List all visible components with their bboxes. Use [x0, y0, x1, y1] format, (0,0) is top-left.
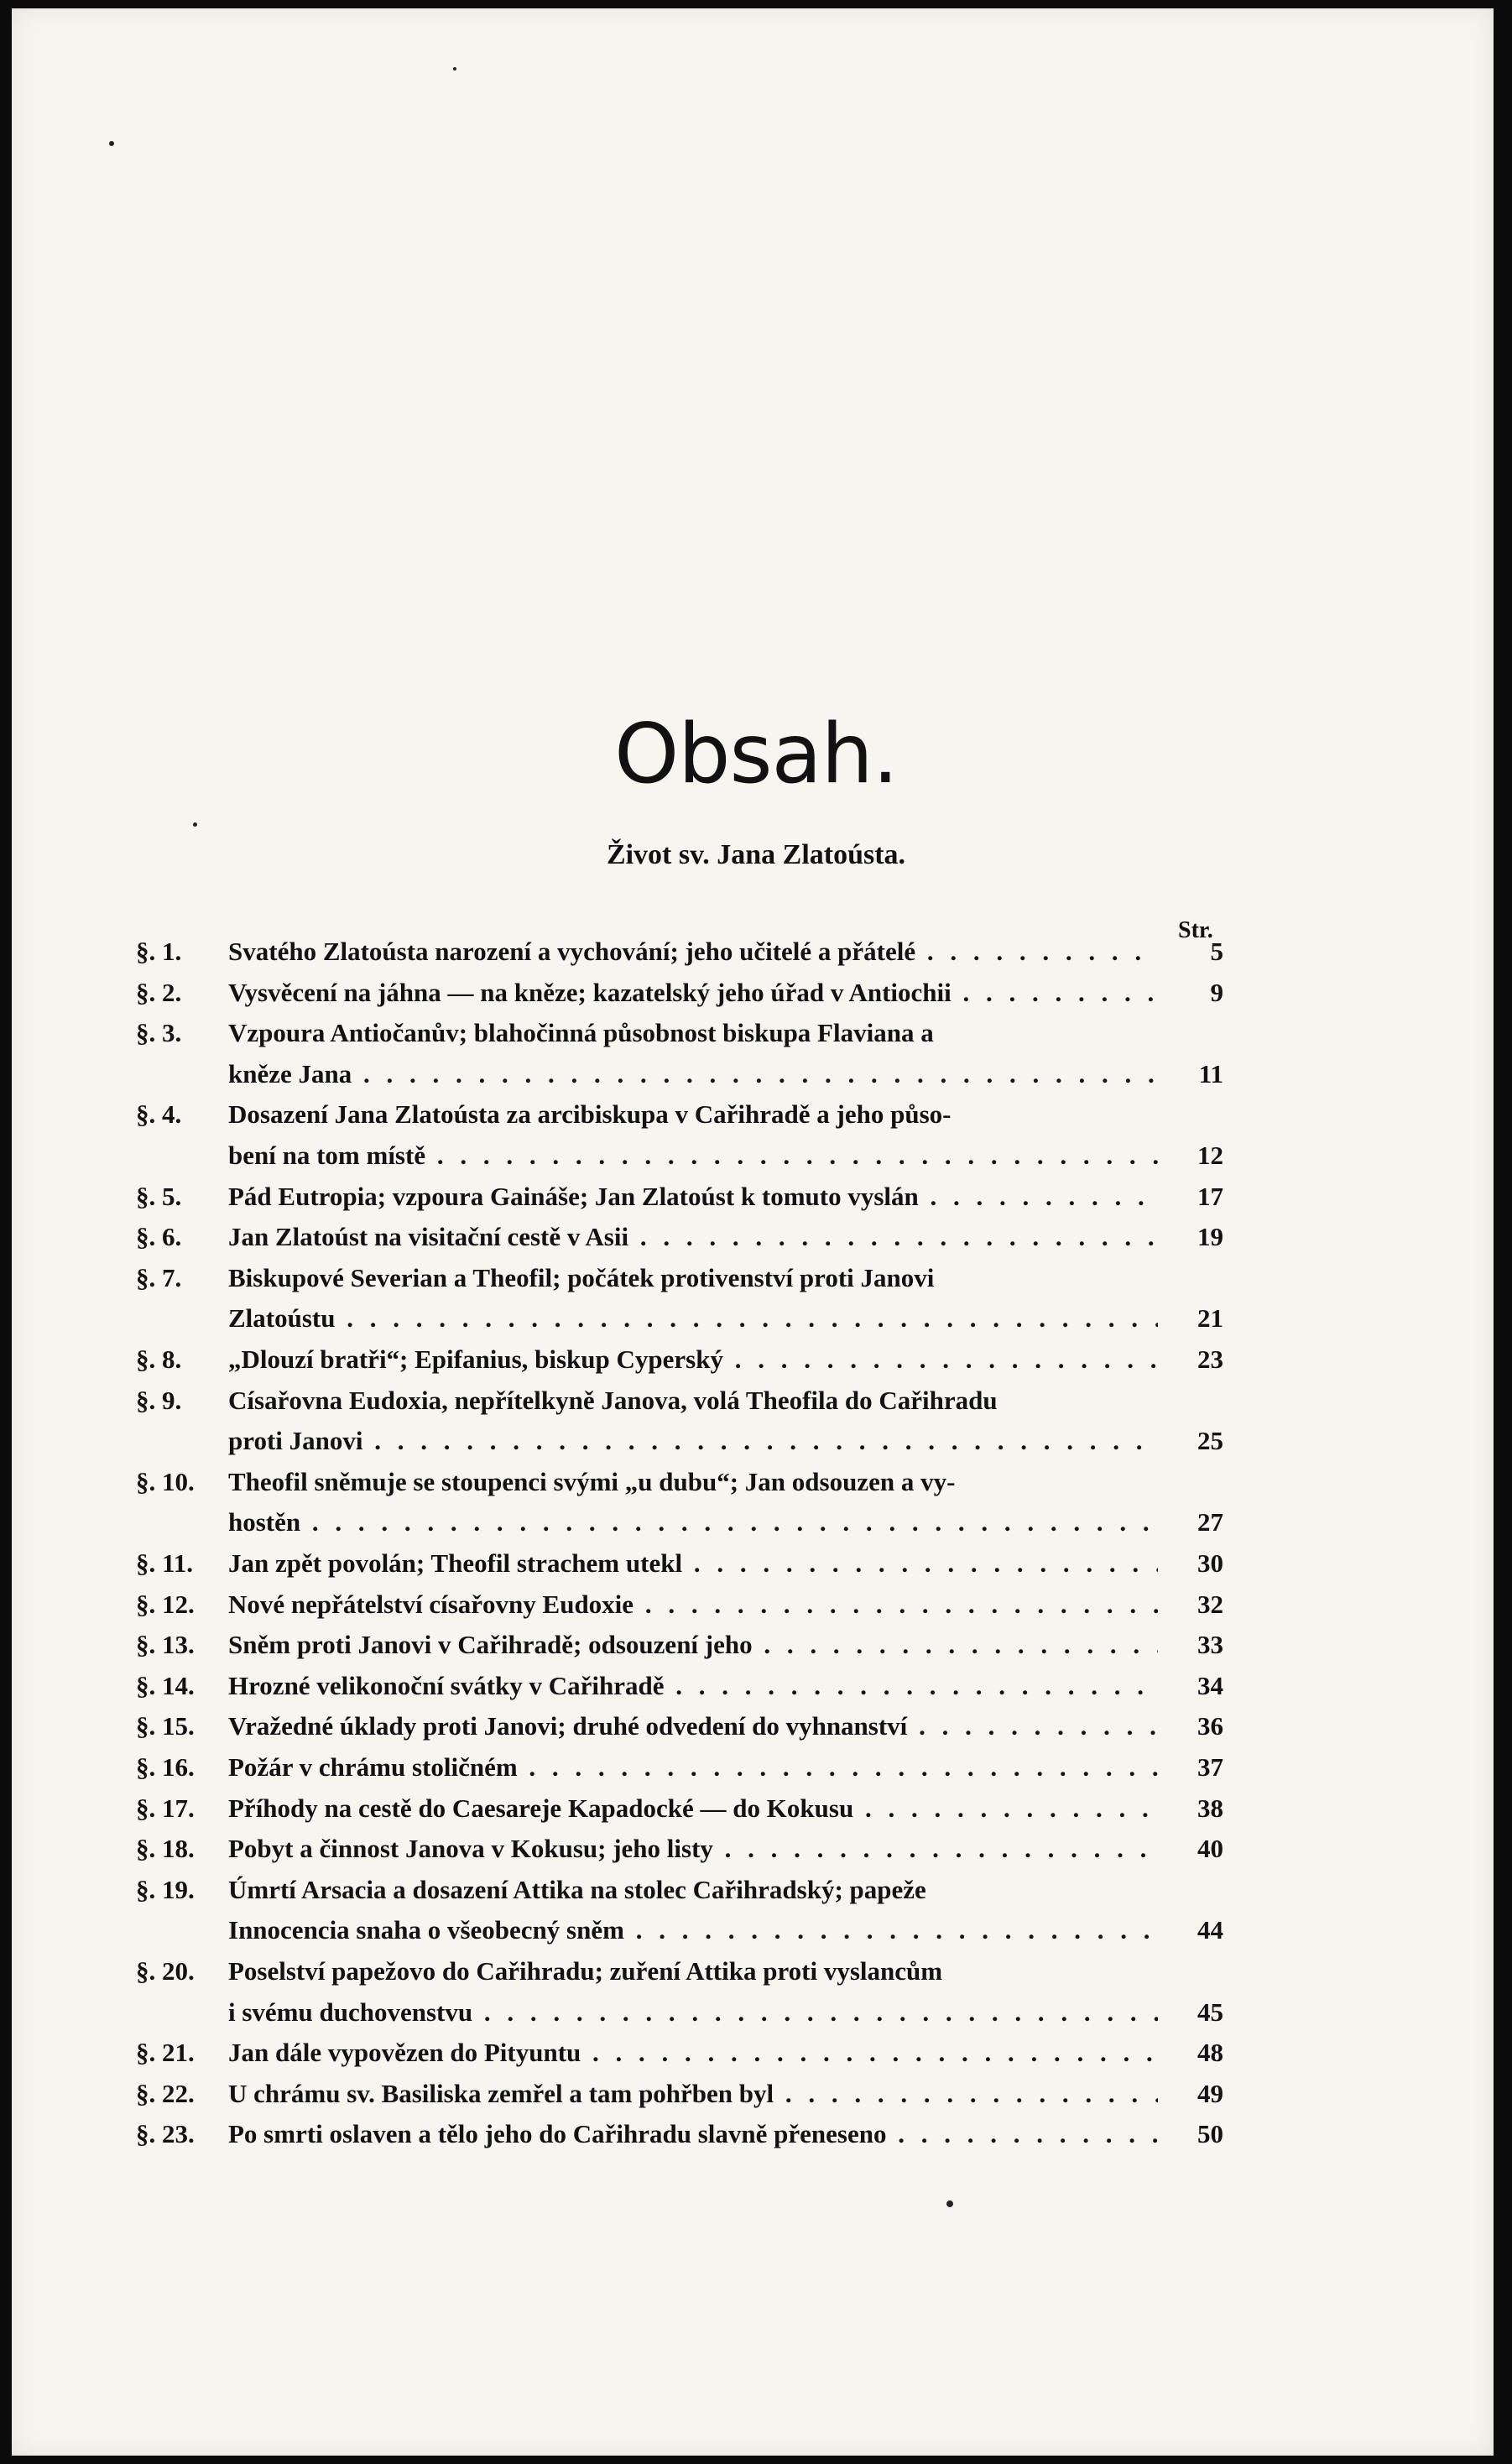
print-speck: [946, 2200, 953, 2207]
section-title: Innocencia snaha o všeobecný sněm . . .: [228, 1910, 1158, 1950]
page-number: 33: [1197, 1630, 1223, 1660]
toc-line: [0, 1462, 1512, 1502]
print-speck: [453, 67, 456, 70]
section-title: Příhody na cestě do Caesareje Kapadocké — do Kokusu . . .: [228, 1788, 1158, 1829]
toc-line: [0, 1258, 1512, 1298]
section-number: §. 9.: [136, 1385, 182, 1415]
page-number: 40: [1197, 1834, 1223, 1864]
toc-line: [0, 1747, 1512, 1788]
section-title: bení na tom místě . . .: [228, 1135, 1158, 1176]
section-title: Vzpoura Antiočanův; blahočinná působnost biskupa Flaviana a: [228, 1018, 934, 1048]
page-number: 27: [1197, 1507, 1223, 1537]
section-number: §. 17.: [136, 1793, 195, 1823]
page-number: 38: [1197, 1793, 1223, 1823]
section-title: Vysvěcení na jáhna — na kněze; kazatelský jeho úřad v Antiochii . . .: [228, 973, 1158, 1013]
page-number: 5: [1210, 937, 1223, 966]
page-number: 34: [1197, 1670, 1223, 1700]
section-title: Sněm proti Janovi v Cařihradě; odsouzení jeho . . .: [228, 1625, 1158, 1665]
section-title: Pád Eutropia; vzpoura Gaináše; Jan Zlatoúst k tomuto vyslán . . .: [228, 1177, 1158, 1217]
page-number: 23: [1197, 1344, 1223, 1374]
section-title: Theofil sněmuje se stoupenci svými „u dubu“; Jan odsouzen a vy-: [228, 1466, 956, 1496]
toc-line: [0, 1298, 1512, 1339]
page-number: 17: [1197, 1181, 1223, 1211]
section-title: Po smrti oslaven a tělo jeho do Cařihradu slavně přeneseno . . .: [228, 2114, 1158, 2154]
section-number: §. 6.: [136, 1222, 182, 1252]
page-number: 11: [1198, 1058, 1223, 1088]
section-number: §. 18.: [136, 1834, 195, 1864]
section-title: Jan Zlatoúst na visitační cestě v Asii . . .: [228, 1217, 1158, 1257]
section-title: i svému duchovenstvu . . .: [228, 1992, 1158, 2033]
toc-line: [0, 2114, 1512, 2154]
toc-line: [0, 1217, 1512, 1257]
toc-line: [0, 1625, 1512, 1665]
section-number: §. 8.: [136, 1344, 182, 1374]
section-number: §. 1.: [136, 937, 182, 966]
page-number: 30: [1197, 1548, 1223, 1578]
toc-line: [0, 1054, 1512, 1094]
page-number: 45: [1197, 1997, 1223, 2027]
section-title: „Dlouzí bratři“; Epifanius, biskup Cyperský . . .: [228, 1339, 1158, 1380]
section-title: hostěn . . .: [228, 1502, 1158, 1543]
page-column-label: Str.: [1178, 917, 1213, 943]
page-number: 48: [1197, 2038, 1223, 2068]
section-number: §. 19.: [136, 1874, 195, 1904]
section-title: Jan dále vypovězen do Pityuntu . . .: [228, 2033, 1158, 2073]
toc-line: [0, 1992, 1512, 2033]
section-title: proti Janovi . . .: [228, 1421, 1158, 1461]
page-number: 44: [1197, 1915, 1223, 1945]
section-number: §. 14.: [136, 1670, 195, 1700]
page-title: Obsah.: [614, 707, 898, 802]
section-title: Pobyt a činnost Janova v Kokusu; jeho listy . . .: [228, 1829, 1158, 1869]
toc-line: [0, 1951, 1512, 1992]
page-number: 25: [1197, 1426, 1223, 1456]
section-number: §. 12.: [136, 1589, 195, 1619]
section-title: Jan zpět povolán; Theofil strachem utekl . . .: [228, 1543, 1158, 1584]
section-number: §. 7.: [136, 1262, 182, 1292]
section-title: Biskupové Severian a Theofil; počátek protivenství proti Janovi: [228, 1262, 935, 1292]
page-number: 49: [1197, 2078, 1223, 2108]
toc-line: [0, 1339, 1512, 1380]
section-title: Úmrtí Arsacia a dosazení Attika na stolec Cařihradský; papeže: [228, 1874, 926, 1904]
section-number: §. 20.: [136, 1956, 195, 1986]
print-speck: [109, 141, 114, 146]
section-number: §. 3.: [136, 1018, 182, 1048]
section-title: Dosazení Jana Zlatoústa za arcibiskupa v Cařihradě a jeho půso-: [228, 1099, 952, 1130]
page-number: 37: [1197, 1752, 1223, 1782]
toc-line: [0, 1870, 1512, 1910]
page-number: 36: [1197, 1711, 1223, 1741]
toc-line: [0, 1788, 1512, 1829]
section-number: §. 10.: [136, 1466, 195, 1496]
section-number: §. 16.: [136, 1752, 195, 1782]
toc-line: [0, 1094, 1512, 1135]
section-title: Zlatoústu . . .: [228, 1298, 1158, 1339]
page-number: 19: [1197, 1222, 1223, 1252]
toc-line: [0, 932, 1512, 972]
section-title: Svatého Zlatoústa narození a vychování; jeho učitelé a přátelé . . .: [228, 932, 1158, 972]
section-number: §. 22.: [136, 2078, 195, 2108]
section-number: §. 21.: [136, 2038, 195, 2068]
toc-line: [0, 1421, 1512, 1461]
toc-line: [0, 1910, 1512, 1950]
toc-line: [0, 2074, 1512, 2114]
page-number: 9: [1210, 977, 1223, 1007]
page-number: 12: [1197, 1141, 1223, 1170]
section-title: Nové nepřátelství císařovny Eudoxie . . .: [228, 1584, 1158, 1625]
section-number: §. 2.: [136, 977, 182, 1007]
section-number: §. 15.: [136, 1711, 195, 1741]
toc-line: [0, 2033, 1512, 2073]
section-number: §. 13.: [136, 1630, 195, 1660]
table-of-contents: [0, 932, 1512, 2190]
section-title: Vražedné úklady proti Janovi; druhé odvedení do vyhnanství . . .: [228, 1706, 1158, 1746]
section-title: Poselství papežovo do Cařihradu; zuření Attika proti vyslancům: [228, 1956, 943, 1986]
section-title: kněze Jana . . .: [228, 1054, 1158, 1094]
page-number: 21: [1197, 1303, 1223, 1334]
print-speck: [193, 822, 197, 827]
page-number: 32: [1197, 1589, 1223, 1619]
section-number: §. 5.: [136, 1181, 182, 1211]
toc-line: [0, 1135, 1512, 1176]
section-number: §. 11.: [136, 1548, 194, 1578]
toc-line: [0, 1584, 1512, 1625]
toc-line: [0, 1177, 1512, 1217]
section-title: Hrozné velikonoční svátky v Cařihradě . . .: [228, 1666, 1158, 1706]
toc-line: [0, 1666, 1512, 1706]
toc-line: [0, 973, 1512, 1013]
toc-line: [0, 1706, 1512, 1746]
section-title: Požár v chrámu stoličném . . .: [228, 1747, 1158, 1788]
toc-line: [0, 1381, 1512, 1421]
section-number: §. 4.: [136, 1099, 182, 1130]
section-title: Císařovna Eudoxia, nepřítelkyně Janova, volá Theofila do Cařihradu: [228, 1385, 998, 1415]
section-number: §. 23.: [136, 2119, 195, 2149]
toc-line: [0, 1829, 1512, 1869]
toc-line: [0, 1502, 1512, 1543]
toc-line: [0, 1013, 1512, 1053]
section-title: U chrámu sv. Basiliska zemřel a tam pohřben byl . . .: [228, 2074, 1158, 2114]
page-number: 50: [1197, 2119, 1223, 2149]
book-subtitle: Život sv. Jana Zlatoústa.: [606, 839, 906, 870]
toc-line: [0, 1543, 1512, 1584]
